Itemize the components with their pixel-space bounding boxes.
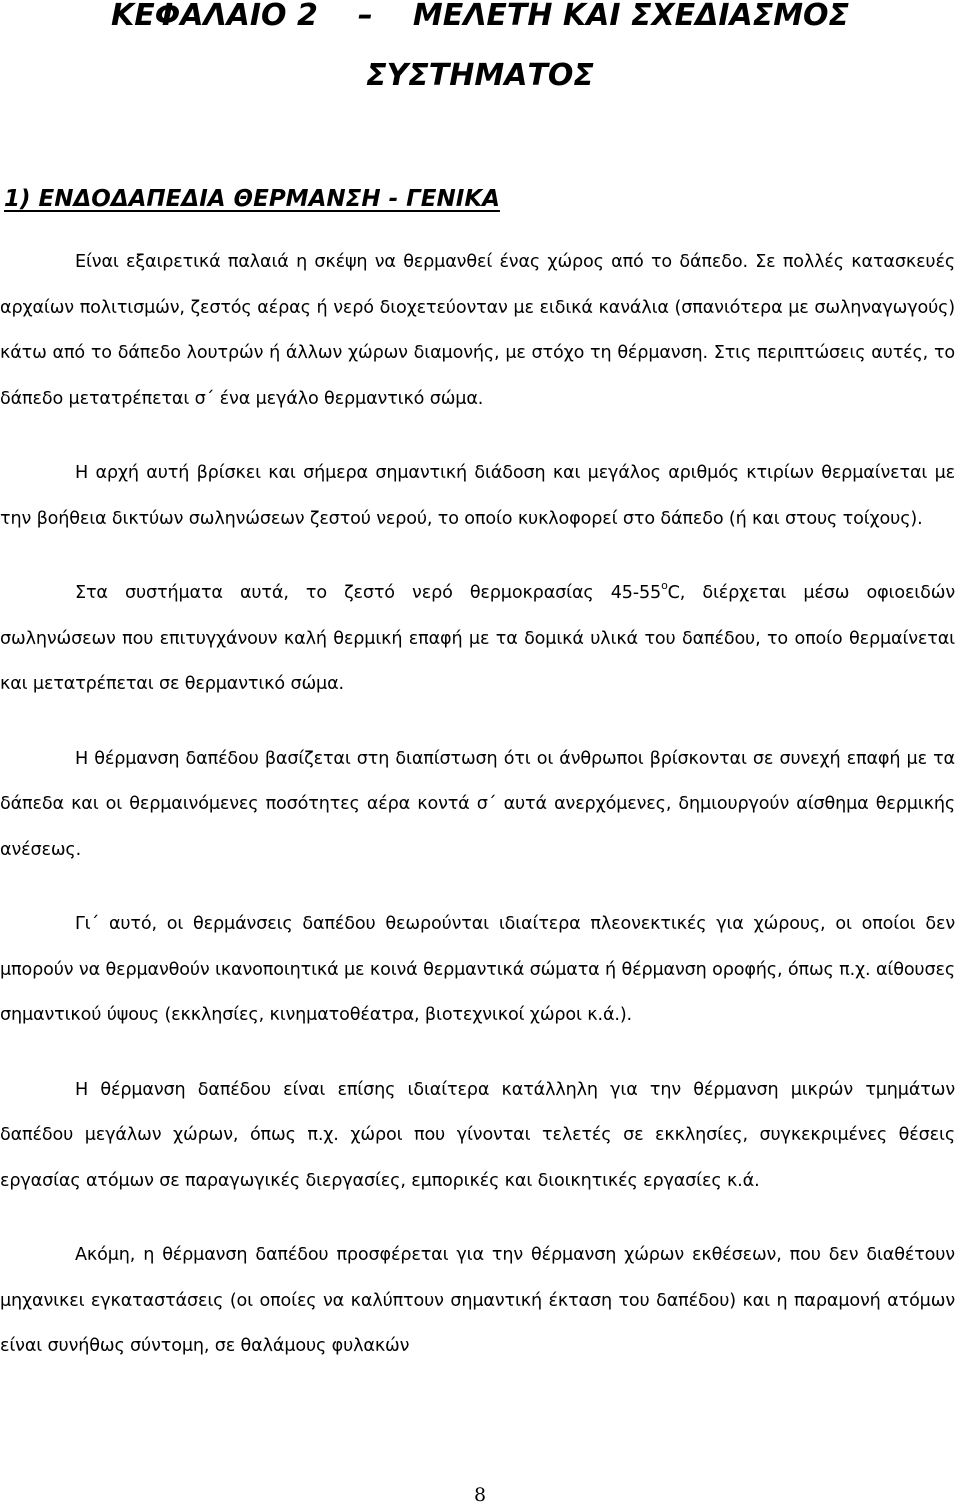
chapter-title-text-1: ΜΕΛΕΤΗ ΚΑΙ ΣΧΕΔΙΑΣΜΟΣ [412, 0, 850, 33]
paragraph-2: Η αρχή αυτή βρίσκει και σήμερα σημαντική διάδοση και μεγάλος αριθμός κτιρίων θερμαίνεται με την βοήθεια δικτύων σωληνώσεων ζεστού νερού, το οποίο κυκλοφορεί στο δάπεδο (ή και στους τοίχους). [0, 463, 955, 529]
section-heading: 1) ΕΝΔΟΔΑΠΕΔΙΑ ΘΕΡΜΑΝΣΗ - ΓΕΝΙΚΑ [4, 186, 500, 212]
paragraph-3-after: C, διέρχεται μέσω οφιοειδών σωληνώσεων που επιτυγχάνουν καλή θερμική επαφή με τα δομικά υλικά του δαπέδου, το οποίο θερμαίνεται και μετατρέπεται σε θερμαντικό σώμα. [0, 583, 955, 694]
chapter-title-line-1 [0, 0, 960, 46]
chapter-title-text-2: ΣΥΣΤΗΜΑΤΟΣ [366, 58, 594, 93]
paragraph-7: Ακόμη, η θέρμανση δαπέδου προσφέρεται για την θέρμανση χώρων εκθέσεων, που δεν διαθέτουν μηχανικει εγκαταστάσεις (οι οποίες να καλύπτουν σημαντική έκταση του δαπέδου) και η παραμονή ατόμων είναι συνήθως σύντομη, σε θαλάμους φυλακών [0, 1245, 955, 1356]
paragraph-1: Είναι εξαιρετικά παλαιά η σκέψη να θερμανθεί ένας χώρος από το δάπεδο. Σε πολλές κατασκευές αρχαίων πολιτισμών, ζεστός αέρας ή νερό διοχετεύονταν με ειδικά κανάλια (σπανιότερα με σωληναγωγούς) κάτω από το δάπεδο λουτρών ή άλλων χώρων διαμονής, με στόχο τη θέρμανση. Στις περιπτώσεις αυτές, το δάπεδο μετατρέπεται σ΄ ένα μεγάλο θερμαντικό σώμα. [0, 252, 955, 409]
paragraph-3-before: Στα συστήματα αυτά, το ζεστό νερό θερμοκρασίας 45-55 [75, 583, 662, 603]
chapter-label: ΚΕΦΑΛΑΙΟ 2 [110, 0, 318, 33]
paragraph-4: Η θέρμανση δαπέδου βασίζεται στη διαπίστωση ότι οι άνθρωποι βρίσκονται σε συνεχή επαφή με τα δάπεδα και οι θερμαινόμενες ποσότητες αέρα κοντά σ΄ αυτά ανερχόμενες, δημιουργούν αίσθημα θερμικής ανέσεως. [0, 748, 955, 860]
chapter-title-line-2 [0, 46, 960, 106]
page-number: 8 [473, 1484, 487, 1506]
paragraph-3 [0, 571, 955, 708]
chapter-dash: – [357, 0, 373, 33]
degree-superscript: o [661, 579, 668, 592]
paragraph-6: Η θέρμανση δαπέδου είναι επίσης ιδιαίτερα κατάλληλη για την θέρμανση μικρών τμημάτων δαπέδου μεγάλων χώρων, όπως π.χ. χώροι που γίνονται τελετές σε εκκλησίες, συγκεκριμένες θέσεις εργασίας ατόμων σε παραγωγικές διεργασίες, εμπορικές και διοικητικές εργασίες κ.ά. [0, 1079, 955, 1191]
body-text [0, 240, 955, 1399]
paragraph-5: Γι΄ αυτό, οι θερμάνσεις δαπέδου θεωρούνται ιδιαίτερα πλεονεκτικές για χώρους, οι οποίοι δεν μπορούν να θερμανθούν ικανοποιητικά με κοινά θερμαντικά σώματα ή θέρμανση οροφής, όπως π.χ. αίθουσες σημαντικού ύψους (εκκλησίες, κινηματοθέατρα, βιοτεχνικοί χώροι κ.ά.). [0, 914, 955, 1025]
